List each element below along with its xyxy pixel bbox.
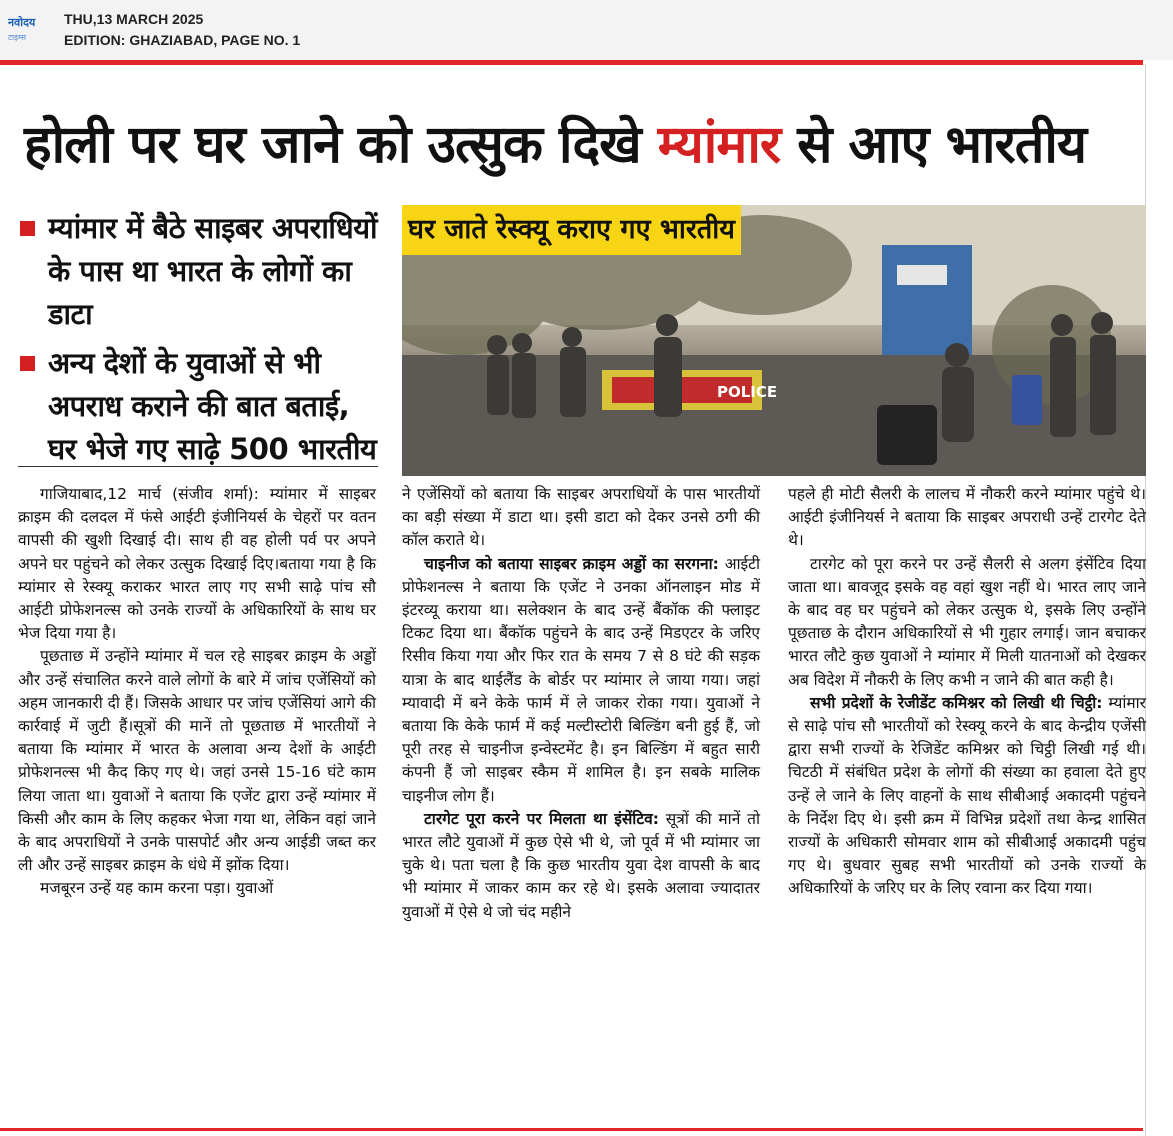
date-line: THU,13 MARCH 2025 xyxy=(64,11,204,27)
headline-part1: होली पर घर जाने को उत्सुक दिखे xyxy=(24,115,658,175)
subheading: सभी प्रदेशों के रेजीडेंट कमिश्नर को लिखी थी चिट्ठी: xyxy=(810,693,1103,712)
headline xyxy=(24,105,1144,185)
paragraph: गाजियाबाद,12 मार्च (संजीव शर्मा): म्यांमार में साइबर क्राइम की दलदल में फंसे आईटी इंजीनियर्स के चेहरों पर वतन वापसी की खुशी दिखाई दी। साथ ही वह होली पर्व पर अपने अपने घर पहुंचने को लेकर उत्सुक दिखाई दिए।बताया गया है कि म्यांमार से रेस्क्यू कराकर भारत लाए गए सभी साढ़े पांच सौ आईटी प्रोफेशनल्स को उनके राज्यों के अधिकारियों के साथ घर भेज दिया गया है। xyxy=(18,485,376,643)
paragraph: टारगेट को पूरा करने पर उन्हें सैलरी से अलग इंसेंटिव दिया जाता था। बावजूद इसके वह वहां खुश नहीं थे। भारत लाए जाने के बाद वह घर पहुंचने को लेकर उत्सुक थे, इसके लिए उन्होंने पूछताछ के दौरान अधिकारियों से भी गुहार लगाई। जान बचाकर भारत लौटे कुछ युवाओं ने म्यांमार में मिली यातनाओं को देखकर अब विदेश में नौकरी के लिए कभी न जाने की बात कही है। xyxy=(788,554,1146,689)
highlight-item xyxy=(18,207,378,336)
highlight-text: म्यांमार में बैठे साइबर अपराधियों के पास था भारत के लोगों का डाटा xyxy=(48,211,378,331)
paragraph-text: म्यांमार से साढ़े पांच सौ भारतीयों को रेस्क्यू करने के बाद केन्द्रीय एजेंसी द्वारा सभी राज्यों के रेजिडेंट कमिश्नर को चिट्ठी लिखी गई थी। चिटठी में संबंधित प्रदेश के लोगों की संख्या का हवाला देते हुए उन्हें ले जाने के लिए वाहनों के साथ सीबीआई अकादमी पहुंचने के निर्देश दिए थे। इसी क्रम में विभिन्न प्रदेशों तथा केन्द्र शासित राज्यों के अधिकारी सोमवार शाम को सीबीआई अकादमी पहुंच गए थे। बुधवार सुबह सभी भारतीयों को उनके राज्यों के अधिकारियों के जरिए घर के लिए रवाना कर दिया गया। xyxy=(788,693,1147,898)
article-page xyxy=(0,65,1150,1136)
paragraph xyxy=(402,553,760,808)
news-photo xyxy=(402,205,1146,476)
logo-text: नवोदय xyxy=(8,16,36,29)
headline-part2: से आए भारतीय xyxy=(780,115,1087,175)
paragraph: ने एजेंसियों को बताया कि साइबर अपराधियों के पास भारतीयों का बड़ी संख्या में डाटा था। इसी डाटा को देकर उनसे ठगी की कॉल कराते थे। xyxy=(402,485,760,550)
paragraph xyxy=(788,692,1146,901)
logo-sub: टाइम्स xyxy=(8,33,27,42)
highlights-divider xyxy=(18,466,378,467)
bullet-square-icon xyxy=(20,356,35,371)
bullet-square-icon xyxy=(20,221,35,236)
highlights xyxy=(18,207,378,477)
article-column-3 xyxy=(788,483,1146,901)
paragraph: पूछताछ में उन्होंने म्यांमार में चल रहे साइबर क्राइम के अड्डों और उन्हें संचालित करने वाले लोगों के बारे में जांच एजेंसियों को अहम जानकारी दी हैं। जिसके आधार पर जांच एजेंसियां आगे की कार्रवाई में जुटी हैं।सूत्रों की मानें तो पूछताछ में भारतीयों ने बताया कि म्यांमार में भारत के अलावा अन्य देशों के आईटी प्रोफेशनल्स भी कैद किए गए थे। जहां उनसे 15-16 घंटे काम लिया जाता था। युवाओं ने बताया कि एजेंट द्वारा उन्हें म्यांमार में किसी और काम के लिए कहकर भेजा गया था, लेकिन वहां जाने के बाद अपराधियों ने उनके पासपोर्ट और अन्य आईडी जब्त कर ली और उन्हें साइबर क्राइम के धंधे में झोंक दिया। xyxy=(18,647,376,875)
paragraph-text: सूत्रों की मानें तो भारत लौटे युवाओं में कुछ ऐसे भी थे, जो पूर्व में भी म्यांमार जा चुके थे। पता चला है कि कुछ भारतीय युवा देश वापसी के बाद भी म्यांमार में जाकर काम कर रहे थे। इसके अलावा ज्यादातर युवाओं में ऐसे थे जो चंद महीने xyxy=(402,809,760,921)
subheading: चाइनीज को बताया साइबर क्राइम अड्डों का सरगना: xyxy=(424,554,719,573)
highlight-text: अन्य देशों के युवाओं से भी अपराध कराने की बात बताई, घर भेजे गए साढ़े 500 भारतीय xyxy=(48,346,377,466)
edition-line: EDITION: GHAZIABAD, PAGE NO. 1 xyxy=(64,32,301,48)
police-sign: POLICE xyxy=(717,383,778,401)
article-column-1 xyxy=(18,483,376,901)
article-column-2 xyxy=(402,483,760,924)
paragraph-text: आईटी प्रोफेशनल्स ने बताया कि एजेंट ने उनका ऑनलाइन मोड में इंटरव्यू कराया था। सलेक्शन के बाद उन्हें बैंकॉक की फ्लाइट टिकट दिया था। बैंकॉक पहुंचने के बाद उन्हें मिडएटर के जरिए रिसीव किया गया और फिर रात के समय 7 से 8 घंटे की सड़क यात्रा के बाद थाईलैंड के बोर्डर पर म्यांमार ले जाया गया। जहां म्यावादी में बने केके फार्म में ले जाकर रोका गया। युवाओं ने बताया कि केके फार्म में कई मल्टीस्टोरी बिल्डिंग बनी हुई हैं, जो पूरी तरह से चाइनीज इन्वेस्टमेंट है। इन बिल्डिंग में बहुत सारी कंपनी हैं जो साइबर स्कैम में शामिल है। इन सबके मालिक चाइनीज लोग हैं। xyxy=(402,554,760,805)
headline-accent: म्यांमार xyxy=(657,115,781,175)
highlight-item xyxy=(18,342,378,471)
footer-rule xyxy=(0,1128,1143,1131)
photo-caption: घर जाते रेस्क्यू कराए गए भारतीय xyxy=(402,205,741,255)
newspaper-logo xyxy=(8,16,52,44)
paragraph: पहले ही मोटी सैलरी के लालच में नौकरी करने म्यांमार पहुंचे थे। आईटी इंजीनियर्स ने बताया कि साइबर अपराधी उन्हें टारगेट देते थे। xyxy=(788,485,1146,550)
paragraph xyxy=(402,808,760,924)
paragraph: मजबूरन उन्हें यह काम करना पड़ा। युवाओं xyxy=(40,879,274,898)
clipping-header xyxy=(0,0,1173,60)
subheading: टारगेट पूरा करने पर मिलता था इंसेंटिव: xyxy=(424,809,659,828)
edition-meta xyxy=(64,9,300,51)
